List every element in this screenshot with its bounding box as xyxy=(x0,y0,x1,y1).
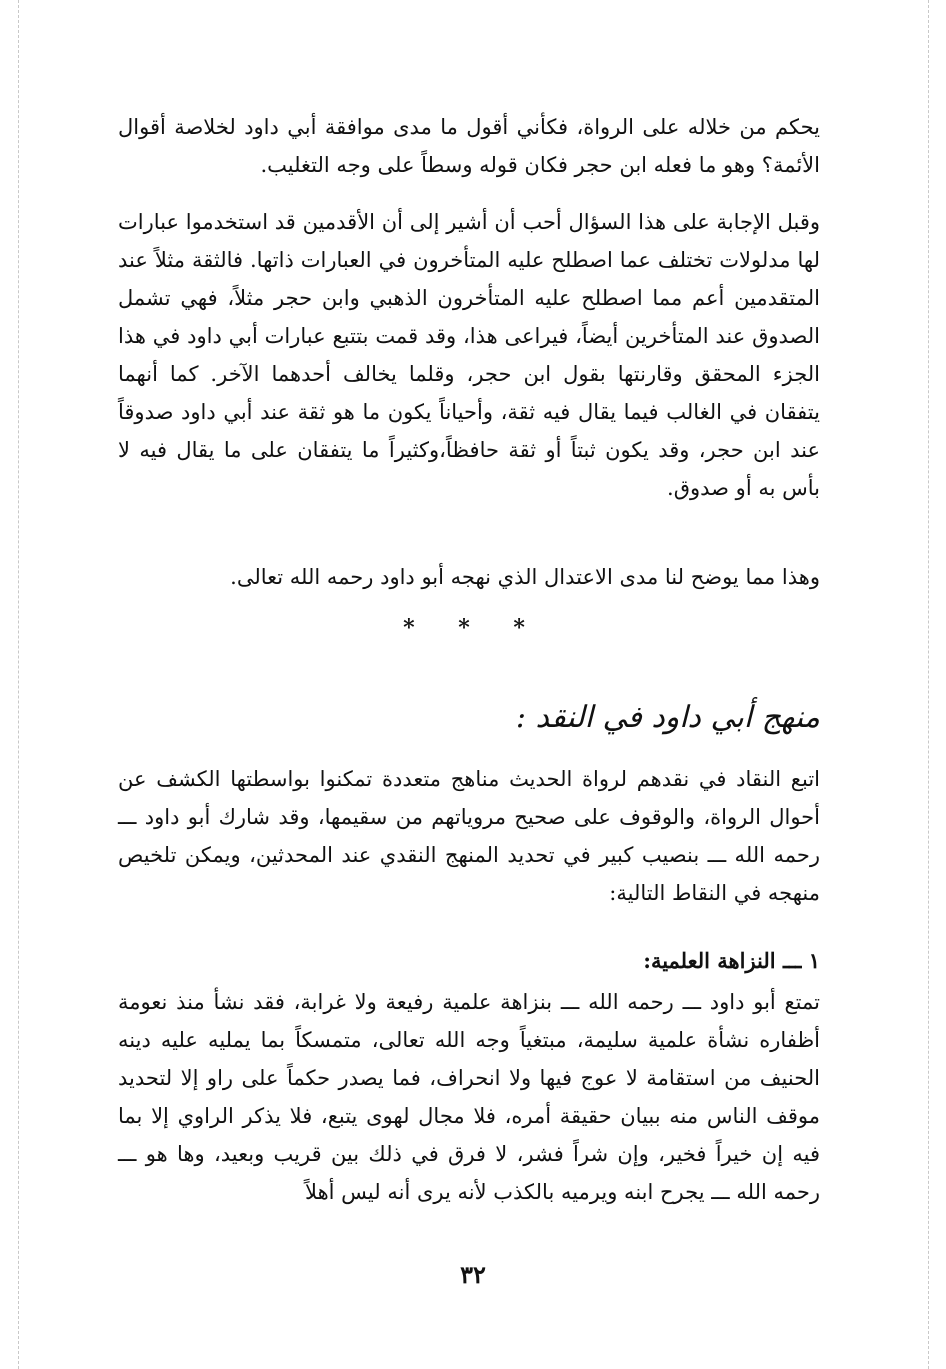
page-number: ٣٢ xyxy=(460,1260,486,1289)
section-heading: منهج أبي داود في النقد : xyxy=(515,700,820,735)
subsection-heading: ١ ـــ النزاهة العلمية: xyxy=(643,948,820,973)
paragraph-3: وهذا مما يوضح لنا مدى الاعتدال الذي نهجه أبو داود رحمه الله تعالى. xyxy=(230,565,820,589)
paragraph-2: وقبل الإجابة على هذا السؤال أحب أن أشير إلى أن الأقدمين قد استخدموا عبارات لها مدلولات تختلف عما اصطلح عليه المتأخرون في العبارات ذاتها. فالثقة مثلاً عند المتقدمين أعم مما اصطلح عليه المتأخرون الذهبي وابن حجر مثلاً، فهي تشمل الصدوق عند المتأخرين أيضاً، فيراعى هذا، وقد قمت بتتبع عبارات أبي داود في هذا الجزء المحقق وقارنتها بقول ابن حجر، وقلما يخالف أحدهما الآخر. كما أنهما يتفقان في الغالب فيما يقال فيه ثقة، وأحياناً يكون ما هو ثقة عند أبي داود صدوقاً عند ابن حجر، وقد يكون ثبتاً أو ثقة حافظاً،وكثيراً ما يتفقان على ما يقال فيه لا بأس به أو صدوق. xyxy=(118,210,820,500)
left-scan-line xyxy=(18,0,19,1369)
section-separator: * * * xyxy=(403,615,543,641)
paragraph-4: اتبع النقاد في نقدهم لرواة الحديث مناهج متعددة تمكنوا بواسطتها الكشف عن أحوال الرواة، والوقوف على صحيح مروياتهم من سقيمها، وقد شارك أبو داود ـــ رحمه الله ـــ بنصيب كبير في تحديد المنهج النقدي عند المحدثين، ويمكن تلخيص منهجه في النقاط التالية: xyxy=(118,767,820,905)
paragraph-5: تمتع أبو داود ـــ رحمه الله ـــ بنزاهة علمية رفيعة ولا غرابة، فقد نشأ منذ نعومة أظفاره نشأة علمية سليمة، مبتغياً وجه الله تعالى، متمسكاً بما يمليه عليه دينه الحنيف من استقامة لا عوج فيها ولا انحراف، فما يصدر حكماً على راو إلا لتحديد موقف الناس منه ببيان حقيقة أمره، فلا مجال لهوى يتبع، فلا يذكر الراوي إلا بما فيه إن خيراً فخير، وإن شراً فشر، لا فرق في ذلك بين قريب وبعيد، وها هو ـــ رحمه الله ـــ يجرح ابنه ويرميه بالكذب لأنه يرى أنه ليس أهلاً xyxy=(118,990,820,1204)
paragraph-1: يحكم من خلاله على الرواة، فكأني أقول ما مدى موافقة أبي داود لخلاصة أقوال الأئمة؟ وهو ما فعله ابن حجر فكان قوله وسطاً على وجه التغليب. xyxy=(118,115,820,177)
right-scan-line xyxy=(928,0,929,1369)
